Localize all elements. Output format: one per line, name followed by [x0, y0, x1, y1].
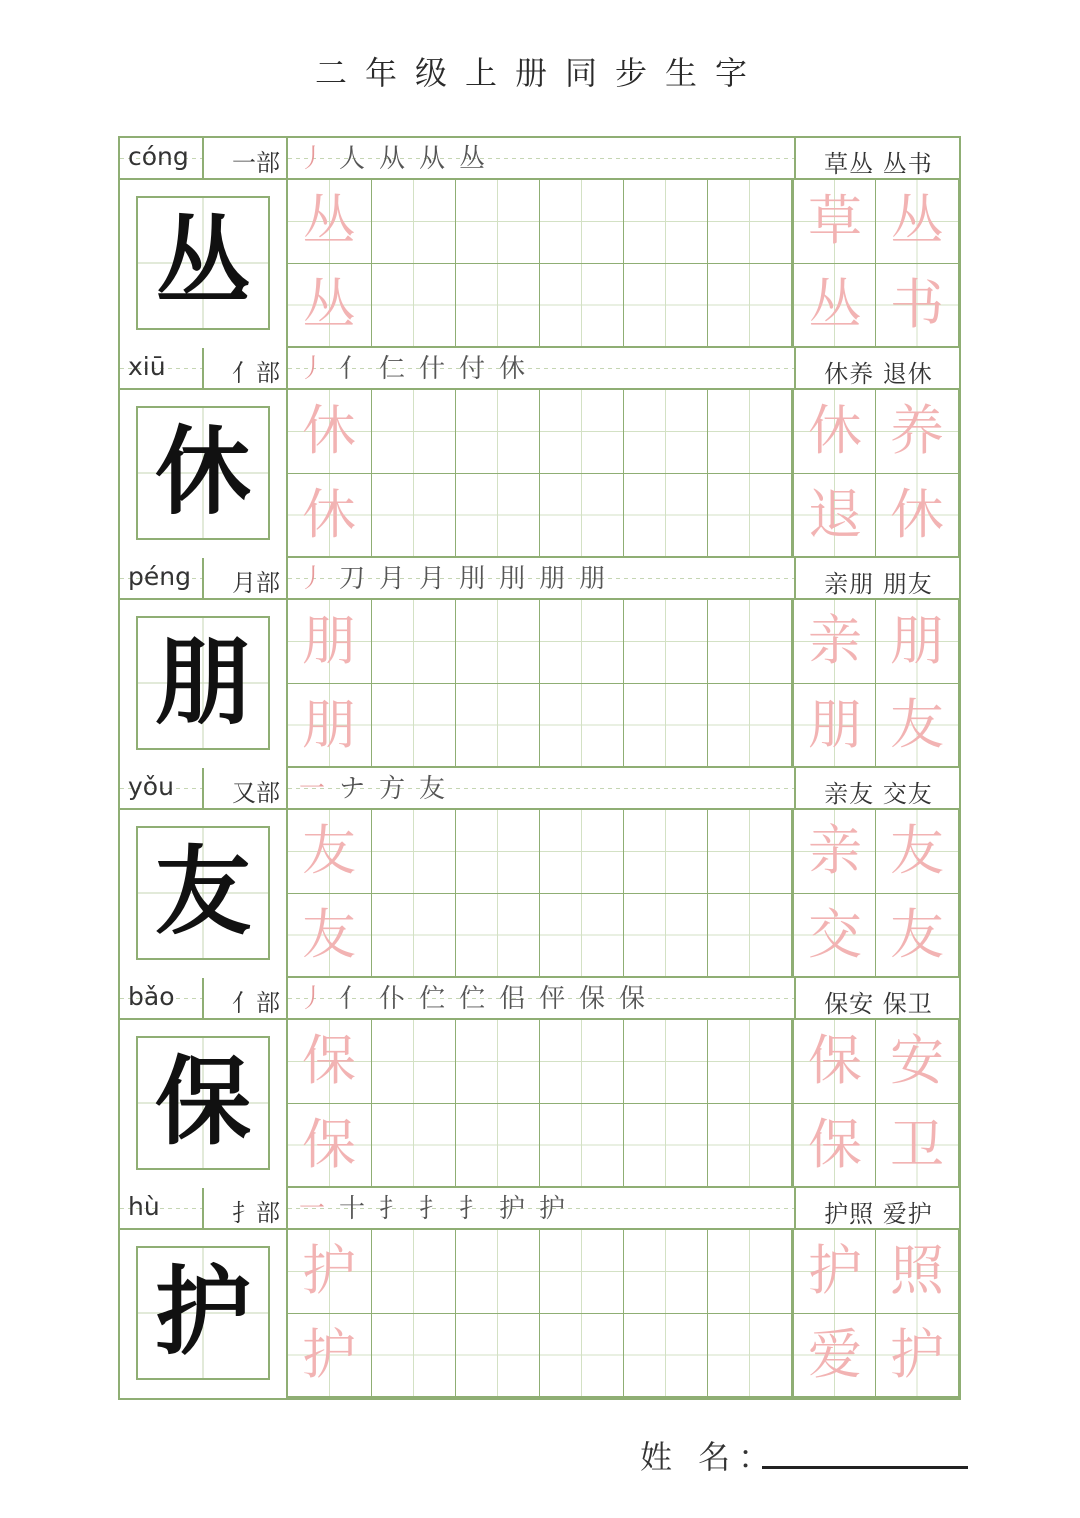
stroke-step: 人: [338, 144, 365, 174]
trace-word-character: 亲: [808, 609, 862, 672]
practice-cell[interactable]: [792, 1314, 876, 1398]
practice-cell[interactable]: [792, 1230, 876, 1314]
radical: 一部: [232, 149, 280, 177]
practice-cell[interactable]: [792, 684, 876, 768]
stroke-order: [292, 982, 652, 1016]
practice-grid: [288, 1020, 959, 1188]
stroke-step: 朋: [578, 564, 605, 594]
practice-cell[interactable]: [540, 1230, 624, 1314]
practice-cell[interactable]: [624, 1314, 708, 1398]
practice-cell[interactable]: [624, 1104, 708, 1188]
practice-cell[interactable]: [792, 1020, 876, 1104]
stroke-step: 仆: [378, 984, 405, 1014]
radical-cell: [204, 978, 288, 1018]
model-character-box: [136, 196, 270, 330]
example-words: 保安 保卫: [824, 990, 933, 1018]
model-character-box: [136, 1246, 270, 1380]
trace-word-character: 养: [890, 399, 944, 462]
radical: 亻部: [232, 359, 280, 387]
practice-cell[interactable]: [876, 810, 959, 894]
words-cell: [794, 978, 959, 1018]
practice-grid: [288, 180, 959, 348]
practice-cell[interactable]: [540, 474, 624, 558]
character-block: [120, 558, 959, 768]
model-character-cell: [120, 180, 288, 348]
practice-cell[interactable]: [708, 1314, 792, 1398]
model-character-cell: [120, 810, 288, 978]
stroke-step: 刖: [498, 564, 525, 594]
trace-character: 丛: [302, 189, 356, 252]
pinyin: xiū: [128, 352, 166, 381]
practice-cell[interactable]: [624, 1230, 708, 1314]
character-block: [120, 348, 959, 558]
practice-cell[interactable]: [708, 264, 792, 348]
trace-word-character: 卫: [890, 1113, 944, 1176]
practice-cell[interactable]: [288, 810, 372, 894]
practice-cell[interactable]: [372, 390, 456, 474]
pinyin: yǒu: [128, 772, 174, 801]
character-block: [120, 768, 959, 978]
model-character: 休: [155, 415, 251, 528]
stroke-step: 扌: [378, 1194, 405, 1224]
practice-grid: [288, 1230, 959, 1398]
trace-character: 保: [302, 1113, 356, 1176]
practice-cell[interactable]: [624, 264, 708, 348]
model-character: 友: [155, 835, 251, 948]
name-label: 姓 名：: [640, 1438, 779, 1476]
practice-cell[interactable]: [876, 600, 959, 684]
practice-cell[interactable]: [876, 180, 959, 264]
name-blank-line[interactable]: [762, 1466, 968, 1469]
trace-word-character: 保: [808, 1113, 862, 1176]
practice-cell[interactable]: [876, 1104, 959, 1188]
practice-cell[interactable]: [708, 1104, 792, 1188]
practice-cell[interactable]: [456, 600, 540, 684]
practice-cell[interactable]: [708, 894, 792, 978]
stroke-step: 朋: [538, 564, 565, 594]
trace-word-character: 亲: [808, 819, 862, 882]
trace-word-character: 朋: [808, 693, 862, 756]
practice-cell[interactable]: [624, 684, 708, 768]
practice-cell[interactable]: [624, 1020, 708, 1104]
practice-cell[interactable]: [792, 810, 876, 894]
practice-cell[interactable]: [456, 390, 540, 474]
practice-cell[interactable]: [708, 600, 792, 684]
stroke-order: [292, 142, 492, 176]
block-header: [120, 978, 959, 1020]
trace-word-character: 友: [890, 819, 944, 882]
stroke-step: 月: [378, 564, 405, 594]
practice-cell[interactable]: [288, 1230, 372, 1314]
trace-character: 保: [302, 1029, 356, 1092]
stroke-order: [292, 352, 532, 386]
trace-word-character: 保: [808, 1029, 862, 1092]
radical-cell: [204, 138, 288, 178]
practice-cell[interactable]: [708, 684, 792, 768]
practice-cell[interactable]: [624, 390, 708, 474]
stroke-step: 护: [538, 1194, 565, 1224]
practice-cell[interactable]: [624, 600, 708, 684]
character-block: [120, 1188, 959, 1398]
model-character-cell: [120, 1230, 288, 1398]
stroke-step: 付: [458, 354, 485, 384]
practice-cell[interactable]: [288, 1314, 372, 1398]
trace-word-character: 安: [890, 1029, 944, 1092]
stroke-step: 仁: [378, 354, 405, 384]
trace-character: 丛: [302, 273, 356, 336]
pinyin-cell: [120, 978, 204, 1018]
practice-cell[interactable]: [792, 894, 876, 978]
practice-cell[interactable]: [288, 180, 372, 264]
practice-cell[interactable]: [288, 1104, 372, 1188]
practice-cell[interactable]: [876, 1020, 959, 1104]
practice-cell[interactable]: [540, 810, 624, 894]
trace-character: 护: [302, 1323, 356, 1386]
practice-cell[interactable]: [624, 180, 708, 264]
pinyin: péng: [128, 562, 191, 591]
stroke-step: 丛: [458, 144, 485, 174]
example-words: 护照 爱护: [824, 1200, 933, 1228]
practice-cell[interactable]: [540, 180, 624, 264]
block-header: [120, 1188, 959, 1230]
stroke-step: 丿: [298, 984, 325, 1014]
words-cell: [794, 1188, 959, 1228]
trace-character: 护: [302, 1239, 356, 1302]
practice-cell[interactable]: [288, 1020, 372, 1104]
trace-word-character: 休: [808, 399, 862, 462]
practice-cell[interactable]: [792, 600, 876, 684]
block-header: [120, 348, 959, 390]
trace-word-character: 草: [808, 189, 862, 252]
practice-cell[interactable]: [456, 1020, 540, 1104]
practice-cell[interactable]: [456, 1314, 540, 1398]
model-character-cell: [120, 600, 288, 768]
page-title: 二年级上册同步生字: [314, 54, 765, 92]
trace-word-character: 护: [890, 1323, 944, 1386]
practice-grid: [288, 600, 959, 768]
practice-cell[interactable]: [876, 684, 959, 768]
practice-cell[interactable]: [708, 1230, 792, 1314]
practice-grid: [288, 810, 959, 978]
example-words: 草丛 丛书: [824, 150, 933, 178]
practice-cell[interactable]: [372, 474, 456, 558]
practice-cell[interactable]: [456, 810, 540, 894]
practice-cell[interactable]: [540, 1314, 624, 1398]
stroke-order: [292, 1192, 572, 1226]
practice-cell[interactable]: [456, 264, 540, 348]
radical-cell: [204, 558, 288, 598]
trace-word-character: 休: [890, 483, 944, 546]
practice-cell[interactable]: [288, 390, 372, 474]
character-block: [120, 978, 959, 1188]
stroke-step: 方: [378, 774, 405, 804]
practice-cell[interactable]: [456, 1230, 540, 1314]
trace-word-character: 友: [890, 903, 944, 966]
trace-character: 休: [302, 483, 356, 546]
stroke-step: 丿: [298, 354, 325, 384]
practice-sheet: [118, 136, 961, 1400]
trace-word-character: 交: [808, 903, 862, 966]
practice-cell[interactable]: [792, 1104, 876, 1188]
stroke-step: 亻: [338, 354, 365, 384]
stroke-step: 丿: [298, 564, 325, 594]
words-cell: [794, 768, 959, 808]
practice-cell[interactable]: [624, 894, 708, 978]
example-words: 亲朋 朋友: [824, 570, 933, 598]
words-cell: [794, 558, 959, 598]
trace-word-character: 照: [890, 1239, 944, 1302]
practice-cell[interactable]: [288, 264, 372, 348]
practice-cell[interactable]: [372, 264, 456, 348]
pinyin-cell: [120, 1188, 204, 1228]
stroke-step: 伻: [538, 984, 565, 1014]
stroke-step: 丿: [298, 144, 325, 174]
words-cell: [794, 138, 959, 178]
trace-word-character: 丛: [808, 273, 862, 336]
block-header: [120, 558, 959, 600]
character-block: [120, 138, 959, 348]
practice-cell[interactable]: [540, 684, 624, 768]
practice-cell[interactable]: [540, 894, 624, 978]
stroke-step: 伫: [418, 984, 445, 1014]
model-character: 丛: [155, 205, 251, 318]
practice-cell[interactable]: [792, 264, 876, 348]
stroke-order: [292, 772, 452, 806]
model-character-box: [136, 616, 270, 750]
stroke-step: 扌: [458, 1194, 485, 1224]
pinyin-cell: [120, 558, 204, 598]
practice-cell[interactable]: [540, 1020, 624, 1104]
practice-cell[interactable]: [624, 810, 708, 894]
practice-cell[interactable]: [288, 894, 372, 978]
stroke-step: 保: [578, 984, 605, 1014]
stroke-step: 什: [418, 354, 445, 384]
stroke-step: 从: [378, 144, 405, 174]
block-header: [120, 768, 959, 810]
stroke-order: [292, 562, 612, 596]
radical-cell: [204, 348, 288, 388]
radical-cell: [204, 1188, 288, 1228]
trace-character: 朋: [302, 693, 356, 756]
stroke-step: 从: [418, 144, 445, 174]
stroke-step: 一: [298, 774, 325, 804]
practice-grid: [288, 390, 959, 558]
example-words: 亲友 交友: [824, 780, 933, 808]
practice-cell[interactable]: [288, 684, 372, 768]
radical: 又部: [232, 779, 280, 807]
practice-cell[interactable]: [540, 390, 624, 474]
practice-cell[interactable]: [708, 390, 792, 474]
pinyin: cóng: [128, 142, 189, 171]
stroke-step: 护: [498, 1194, 525, 1224]
pinyin-cell: [120, 348, 204, 388]
practice-cell[interactable]: [876, 264, 959, 348]
practice-cell[interactable]: [372, 1020, 456, 1104]
stroke-step: 休: [498, 354, 525, 384]
pinyin: hù: [128, 1192, 160, 1221]
trace-word-character: 退: [808, 483, 862, 546]
model-character-cell: [120, 390, 288, 558]
practice-cell[interactable]: [876, 894, 959, 978]
stroke-step: 刀: [338, 564, 365, 594]
trace-word-character: 丛: [890, 189, 944, 252]
words-cell: [794, 348, 959, 388]
practice-cell[interactable]: [288, 600, 372, 684]
practice-cell[interactable]: [288, 474, 372, 558]
trace-character: 朋: [302, 609, 356, 672]
model-character: 朋: [155, 625, 251, 738]
model-character-box: [136, 826, 270, 960]
practice-cell[interactable]: [456, 180, 540, 264]
trace-character: 友: [302, 819, 356, 882]
radical: 扌部: [232, 1199, 280, 1227]
pinyin-cell: [120, 768, 204, 808]
stroke-step: 佀: [498, 984, 525, 1014]
radical: 亻部: [232, 989, 280, 1017]
practice-cell[interactable]: [456, 684, 540, 768]
practice-cell[interactable]: [708, 1020, 792, 1104]
model-character-box: [136, 1036, 270, 1170]
trace-word-character: 护: [808, 1239, 862, 1302]
practice-cell[interactable]: [876, 474, 959, 558]
pinyin-cell: [120, 138, 204, 178]
practice-cell[interactable]: [372, 180, 456, 264]
practice-cell[interactable]: [372, 600, 456, 684]
stroke-step: 伫: [458, 984, 485, 1014]
stroke-step: 月: [418, 564, 445, 594]
trace-character: 友: [302, 903, 356, 966]
trace-word-character: 爱: [808, 1323, 862, 1386]
practice-cell[interactable]: [372, 1314, 456, 1398]
practice-cell[interactable]: [876, 1314, 959, 1398]
stroke-step: ナ: [338, 774, 365, 804]
trace-word-character: 友: [890, 693, 944, 756]
model-character-box: [136, 406, 270, 540]
stroke-step: 扌: [418, 1194, 445, 1224]
radical-cell: [204, 768, 288, 808]
block-header: [120, 138, 959, 180]
practice-cell[interactable]: [708, 474, 792, 558]
practice-cell[interactable]: [456, 894, 540, 978]
pinyin: bǎo: [128, 982, 175, 1011]
practice-cell[interactable]: [876, 390, 959, 474]
trace-word-character: 书: [890, 273, 944, 336]
practice-cell[interactable]: [540, 264, 624, 348]
practice-cell[interactable]: [540, 600, 624, 684]
practice-cell[interactable]: [456, 1104, 540, 1188]
model-character: 保: [155, 1045, 251, 1158]
trace-character: 休: [302, 399, 356, 462]
practice-cell[interactable]: [540, 1104, 624, 1188]
practice-cell[interactable]: [624, 474, 708, 558]
stroke-step: 一: [298, 1194, 325, 1224]
practice-cell[interactable]: [792, 180, 876, 264]
practice-cell[interactable]: [792, 474, 876, 558]
trace-word-character: 朋: [890, 609, 944, 672]
stroke-step: 刖: [458, 564, 485, 594]
model-character-cell: [120, 1020, 288, 1188]
practice-cell[interactable]: [708, 810, 792, 894]
practice-cell[interactable]: [372, 684, 456, 768]
example-words: 休养 退休: [824, 360, 933, 388]
stroke-step: 友: [418, 774, 445, 804]
stroke-step: 保: [618, 984, 645, 1014]
practice-cell[interactable]: [792, 390, 876, 474]
stroke-step: 十: [338, 1194, 365, 1224]
practice-cell[interactable]: [372, 894, 456, 978]
practice-cell[interactable]: [372, 810, 456, 894]
practice-cell[interactable]: [372, 1104, 456, 1188]
practice-cell[interactable]: [456, 474, 540, 558]
practice-cell[interactable]: [708, 180, 792, 264]
practice-cell[interactable]: [876, 1230, 959, 1314]
model-character: 护: [155, 1255, 251, 1368]
practice-cell[interactable]: [372, 1230, 456, 1314]
radical: 月部: [232, 569, 280, 597]
stroke-step: 亻: [338, 984, 365, 1014]
